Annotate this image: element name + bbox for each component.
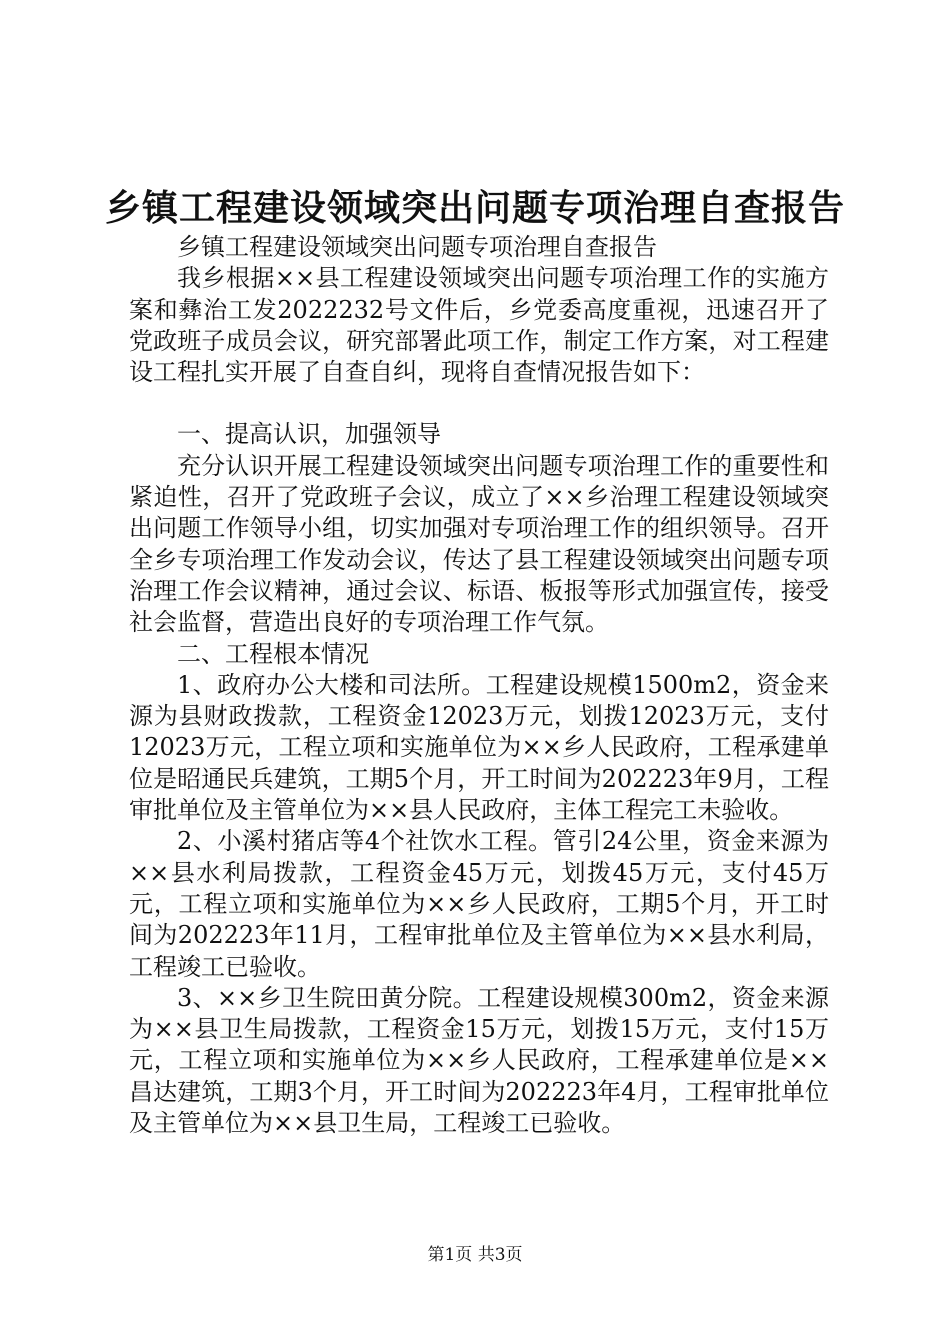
subtitle-paragraph: 乡镇工程建设领域突出问题专项治理自查报告 xyxy=(177,233,657,261)
project-item-1: 1、政府办公大楼和司法所。工程建设规模1500m2，资金来源为县财政拨款，工程资金12023万元，划拨12023万元，支付12023万元，工程立项和实施单位为××乡人民政府，工程承建单位是昭通民兵建筑，工期5个月，开工时间为202223年9月，工程审批单位及主管单位为××县人民政府，主体工程完工未验收。 xyxy=(129,670,829,825)
page-footer: 第1页 共3页 xyxy=(427,1245,523,1265)
section-heading-2: 二、工程根本情况 xyxy=(177,639,369,668)
section-heading-1: 一、提高认识，加强领导 xyxy=(177,420,441,449)
section-1-paragraph: 充分认识开展工程建设领域突出问题专项治理工作的重要性和紧迫性，召开了党政班子会议，成立了××乡治理工程建设领域突出问题工作领导小组，切实加强对专项治理工作的组织领导。召开全乡专项治理工作发动会议，传达了县工程建设领域突出问题专项治理工作会议精神，通过会议、标语、板报等形式加强宣传，接受社会监督，营造出良好的专项治理工作气氛。 xyxy=(129,451,829,637)
intro-paragraph: 我乡根据××县工程建设领域突出问题专项治理工作的实施方案和彝治工发2022232号文件后，乡党委高度重视，迅速召开了党政班子成员会议，研究部署此项工作，制定工作方案，对工程建设工程扎实开展了自查自纠，现将自查情况报告如下： xyxy=(129,264,829,387)
document-body xyxy=(129,232,829,1139)
project-item-2: 2、小溪村猪店等4个社饮水工程。管引24公里，资金来源为××县水利局拨款，工程资金45万元，划拨45万元，支付45万元，工程立项和实施单位为××乡人民政府，工期5个月，开工时间为202223年11月，工程审批单位及主管单位为××县水利局，工程竣工已验收。 xyxy=(129,827,829,981)
document-title: 乡镇工程建设领域突出问题专项治理自查报告 xyxy=(104,187,845,229)
project-item-3: 3、××乡卫生院田黄分院。工程建设规模300m2，资金来源为××县卫生局拨款，工程资金15万元，划拨15万元，支付15万元，工程立项和实施单位为××乡人民政府，工程承建单位是××昌达建筑，工期3个月，开工时间为202223年4月，工程审批单位及主管单位为××县卫生局，工程竣工已验收。 xyxy=(129,983,829,1138)
paragraph-gap xyxy=(129,388,829,419)
